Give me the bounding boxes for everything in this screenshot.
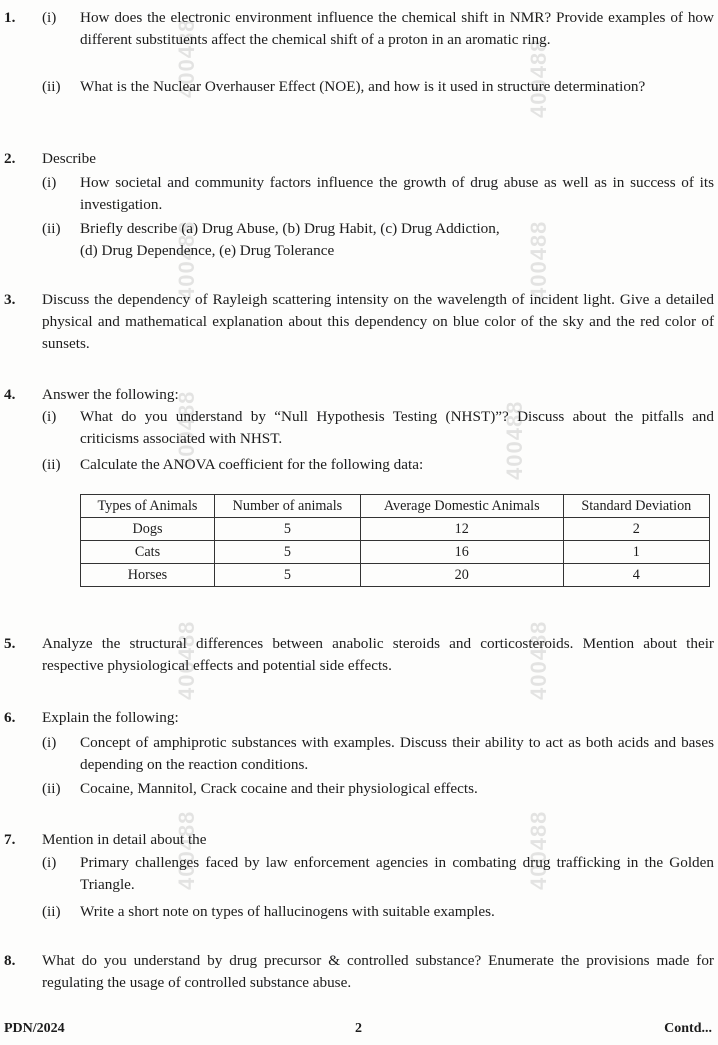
question-stem: Discuss the dependency of Rayleigh scattering intensity on the wavelength of incident light. Give a detailed physical and mathematical explanation about this dependency on blue color of the sky and the red color of sunsets. xyxy=(42,291,714,352)
table-cell: 5 xyxy=(215,564,361,587)
question-stem: Analyze the structural differences between anabolic steroids and corticosteroids. Mention about their respective physiological effects and potential side effects. xyxy=(42,635,714,674)
footer-continued: Contd... xyxy=(664,1021,712,1036)
sub-question-text: Briefly describe (a) Drug Abuse, (b) Drug Habit, (c) Drug Addiction, xyxy=(80,220,500,237)
watermark: 400488 xyxy=(526,810,551,890)
table-cell: 4 xyxy=(563,564,709,587)
table-cell: 5 xyxy=(215,541,361,564)
question-number: 7. xyxy=(4,831,16,848)
table-header-cell: Number of animals xyxy=(215,495,361,518)
table-header-cell: Standard Deviation xyxy=(563,495,709,518)
sub-question-label: (i) xyxy=(42,734,57,751)
sub-question-label: (ii) xyxy=(42,456,61,473)
watermark: 400488 xyxy=(526,220,551,300)
sub-question-text: How societal and community factors influence the growth of drug abuse as well as in success of its investigation. xyxy=(80,174,714,213)
watermark: 400488 xyxy=(174,390,199,470)
sub-question-label: (i) xyxy=(42,854,57,871)
sub-question-label: (i) xyxy=(42,174,57,191)
question-number: 5. xyxy=(4,635,16,652)
table-cell: 12 xyxy=(360,518,563,541)
watermark: 400488 xyxy=(174,18,199,98)
table-cell: 20 xyxy=(360,564,563,587)
sub-question-label: (ii) xyxy=(42,220,61,237)
sub-question-label: (ii) xyxy=(42,903,61,920)
watermark: 400488 xyxy=(174,220,199,300)
sub-question-label: (i) xyxy=(42,9,57,26)
watermark: 400488 xyxy=(526,38,551,118)
table-cell: Cats xyxy=(81,541,215,564)
question-number: 8. xyxy=(4,952,16,969)
table-header-cell: Types of Animals xyxy=(81,495,215,518)
sub-question-text: Concept of amphiprotic substances with examples. Discuss their ability to act as both acids and bases depending on the reaction conditions. xyxy=(80,734,714,773)
table-row xyxy=(81,564,710,587)
question-stem: Describe xyxy=(42,150,96,167)
question-number: 1. xyxy=(4,9,16,26)
question-number: 4. xyxy=(4,386,16,403)
sub-question-label: (ii) xyxy=(42,780,61,797)
question-stem: Answer the following: xyxy=(42,386,179,403)
sub-question-label: (i) xyxy=(42,408,57,425)
footer-page-number: 2 xyxy=(355,1021,362,1036)
footer-paper-code: PDN/2024 xyxy=(4,1021,65,1036)
anova-data-table xyxy=(80,494,710,587)
sub-question-text-continued: (d) Drug Dependence, (e) Drug Tolerance xyxy=(80,242,335,259)
sub-question-text: What is the Nuclear Overhauser Effect (NOE), and how is it used in structure determination? xyxy=(80,78,646,95)
table-cell: 16 xyxy=(360,541,563,564)
question-number: 2. xyxy=(4,150,16,167)
question-number: 3. xyxy=(4,291,16,308)
sub-question-text: What do you understand by “Null Hypothesis Testing (NHST)”? Discuss about the pitfalls and criticisms associated with NHST. xyxy=(80,408,714,447)
question-stem: Explain the following: xyxy=(42,709,179,726)
watermark: 400488 xyxy=(174,810,199,890)
watermark: 400488 xyxy=(502,400,527,480)
question-stem: What do you understand by drug precursor & controlled substance? Enumerate the provisions made for regulating the usage of controlled substance abuse. xyxy=(42,952,714,991)
table-cell: 1 xyxy=(563,541,709,564)
table-header-row xyxy=(81,495,710,518)
table-header-cell: Average Domestic Animals xyxy=(360,495,563,518)
question-number: 6. xyxy=(4,709,16,726)
table-cell: Dogs xyxy=(81,518,215,541)
sub-question-text: Primary challenges faced by law enforcement agencies in combating drug trafficking in the Golden Triangle. xyxy=(80,854,714,893)
table-row xyxy=(81,541,710,564)
table-row xyxy=(81,518,710,541)
sub-question-text: How does the electronic environment influence the chemical shift in NMR? Provide examples of how different substituents affect the chemical shift of a proton in an aromatic ring. xyxy=(80,9,714,48)
watermark: 400488 xyxy=(174,620,199,700)
table-cell: 5 xyxy=(215,518,361,541)
sub-question-text: Write a short note on types of hallucinogens with suitable examples. xyxy=(80,903,495,920)
question-stem: Mention in detail about the xyxy=(42,831,207,848)
sub-question-text: Cocaine, Mannitol, Crack cocaine and their physiological effects. xyxy=(80,780,478,797)
sub-question-label: (ii) xyxy=(42,78,61,95)
watermark: 400488 xyxy=(526,620,551,700)
table-cell: Horses xyxy=(81,564,215,587)
table-cell: 2 xyxy=(563,518,709,541)
sub-question-text: Calculate the ANOVA coefficient for the following data: xyxy=(80,456,424,473)
